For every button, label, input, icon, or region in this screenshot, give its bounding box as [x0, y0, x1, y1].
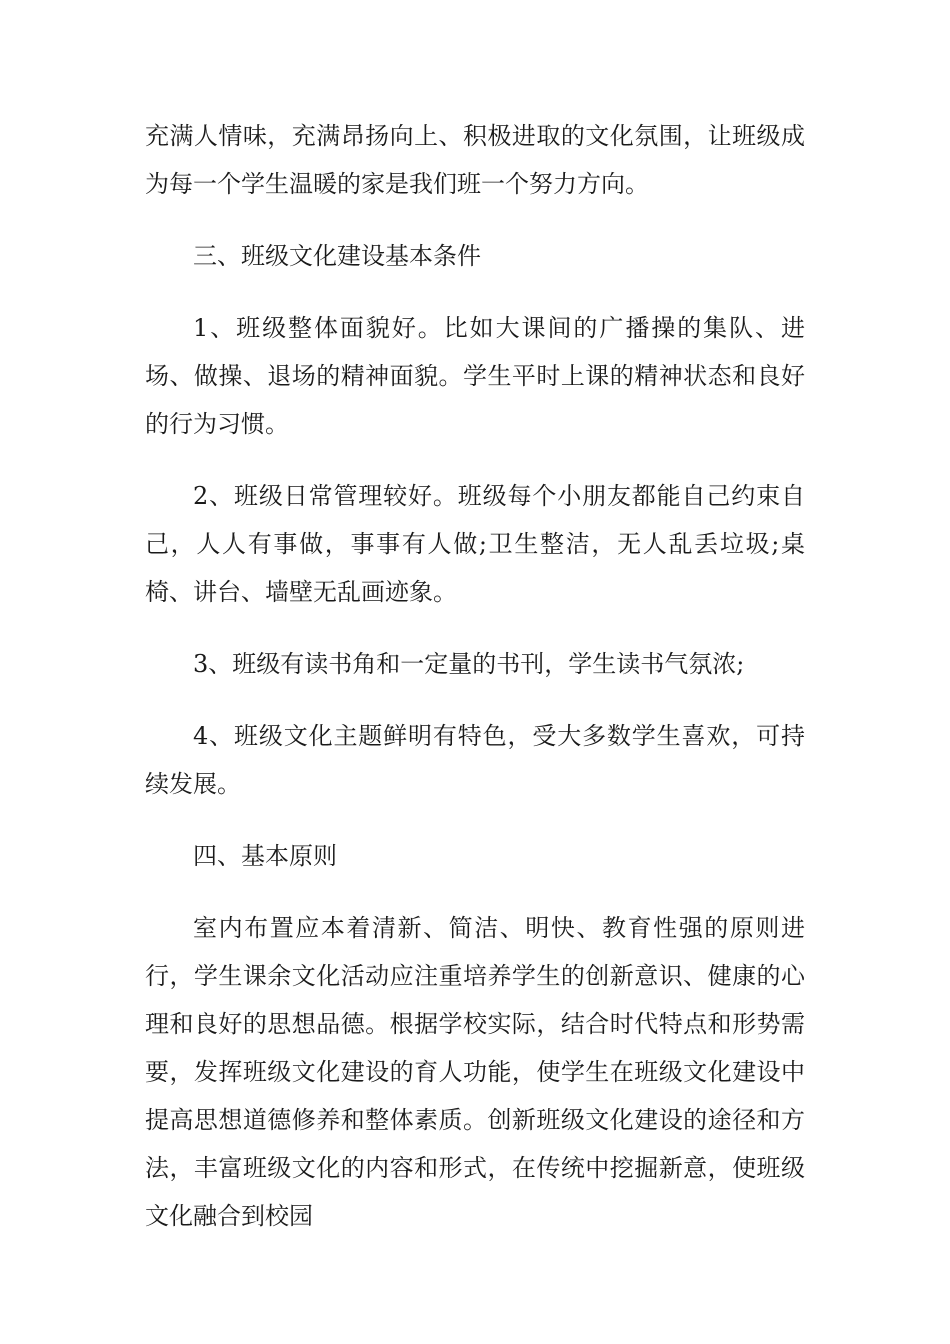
paragraph-condition-2: 2、班级日常管理较好。班级每个小朋友都能自己约束自己，人人有事做，事事有人做;卫生整洁，无人乱丢垃圾;桌椅、讲台、墙壁无乱画迹象。 [145, 482, 805, 606]
section-heading-principles: 四、基本原则 [193, 842, 337, 870]
section-heading-conditions: 三、班级文化建设基本条件 [193, 242, 481, 270]
paragraph-condition-1: 1、班级整体面貌好。比如大课间的广播操的集队、进场、做操、退场的精神面貌。学生平时上课的精神状态和良好的行为习惯。 [145, 314, 805, 438]
paragraph-condition-3: 3、班级有读书角和一定量的书刊，学生读书气氛浓; [193, 650, 745, 678]
paragraph-principles: 室内布置应本着清新、简洁、明快、教育性强的原则进行，学生课余文化活动应注重培养学生的创新意识、健康的心理和良好的思想品德。根据学校实际，结合时代特点和形势需要，发挥班级文化建设的育人功能，使学生在班级文化建设中提高思想道德修养和整体素质。创新班级文化建设的途径和方法，丰富班级文化的内容和形式，在传统中挖掘新意，使班级文化融合到校园 [145, 914, 805, 1230]
document-body [145, 112, 805, 1264]
paragraph-intro-continuation: 充满人情味，充满昂扬向上、积极进取的文化氛围，让班级成为每一个学生温暖的家是我们班一个努力方向。 [145, 122, 805, 198]
paragraph-condition-4: 4、班级文化主题鲜明有特色，受大多数学生喜欢，可持续发展。 [145, 722, 805, 798]
